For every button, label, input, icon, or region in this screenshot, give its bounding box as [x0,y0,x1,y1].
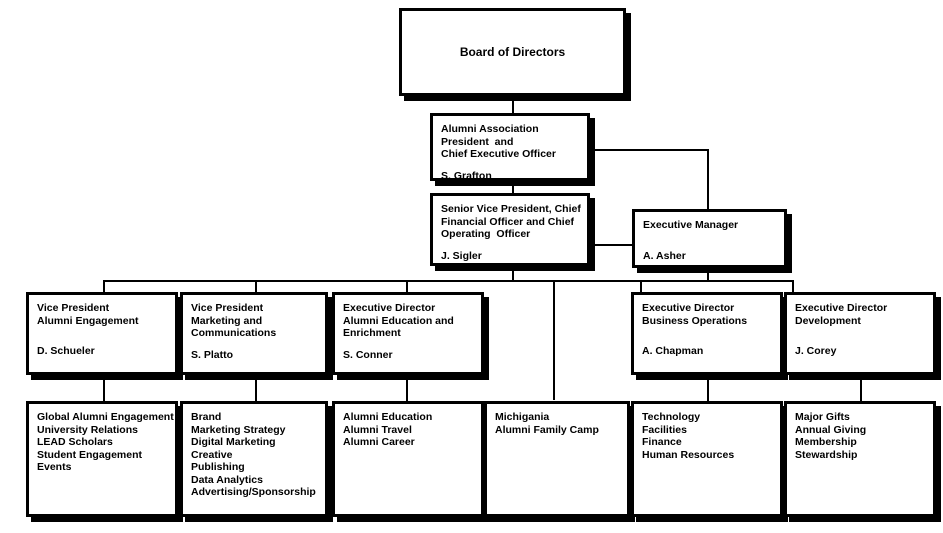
node-executive-manager[interactable] [632,209,787,268]
president-person: S. Grafton [441,169,492,181]
svp-role-line-2: Financial Officer and Chief [441,215,575,228]
ed-education-role-line-1: Executive Director [343,302,436,314]
list-item: Alumni Family Camp [495,423,599,436]
team-development[interactable] [784,401,936,517]
list-item: Major Gifts [795,411,850,423]
list-item: Stewardship [795,448,858,461]
vp-marketing-role-line-3: Communications [191,327,277,339]
connector-drop-team-alumni [103,375,105,401]
president-role-line-2: President and [441,135,514,148]
node-vp-marketing-communications[interactable] [180,292,328,375]
ed-education-role-line-2: Alumni Education and [343,314,454,327]
ed-business-role-line-2: Business Operations [642,314,748,327]
list-item: Michigania [495,411,550,423]
ed-development-role-line-2: Development [795,314,861,327]
node-board-of-directors[interactable] [399,8,626,96]
ed-development-role-line-1: Executive Director [795,302,888,314]
president-role-line-3: Chief Executive Officer [441,148,556,160]
team-alumni-engagement[interactable] [26,401,178,517]
vp-marketing-role-line-1: Vice President [191,302,264,314]
team-business-operations[interactable] [631,401,783,517]
connector-drop-team-business [707,375,709,401]
list-item: Digital Marketing [191,436,276,448]
connector-president-right [590,149,708,151]
team-alumni-education[interactable] [332,401,484,517]
list-item: Human Resources [642,448,735,461]
node-ed-development[interactable] [784,292,936,375]
list-item: University Relations [37,423,138,436]
list-item: Student Engagement [37,448,143,461]
connector-drop-ed-education [406,280,408,292]
node-president-ceo[interactable] [430,113,590,181]
svp-person: J. Sigler [441,249,482,262]
list-item: Creative [191,448,233,461]
connector-drop-ed-business [640,280,642,292]
ed-development-person: J. Corey [795,345,837,357]
ed-education-role-line-3: Enrichment [343,327,401,339]
list-item: Technology [642,411,701,423]
list-item: Alumni Travel [343,423,412,436]
exec-manager-role-line-1: Executive Manager [643,219,739,231]
list-item: Advertising/Sponsorship [191,486,316,498]
connector-drop-vp-marketing [255,280,257,292]
vp-marketing-person: S. Platto [191,348,234,361]
list-item: Facilities [642,423,687,436]
list-item: Membership [795,436,857,448]
list-item: Annual Giving [795,423,867,436]
list-item: Alumni Education [343,411,433,423]
president-role-line-1: Alumni Association [441,123,539,135]
svp-role-line-1: Senior Vice President, Chief [441,203,581,215]
node-ed-alumni-education[interactable] [332,292,484,375]
board-title: Board of Directors [459,44,566,59]
connector-drop-team-development [860,375,862,401]
connector-execmanager-down [707,268,709,280]
team-michigania[interactable] [484,401,630,517]
list-item: Finance [642,436,682,448]
svp-role-line-3: Operating Officer [441,228,531,240]
list-item: Brand [191,411,222,423]
ed-education-person: S. Conner [343,348,393,361]
connector-drop-team-education [406,375,408,401]
ed-business-person: A. Chapman [642,345,704,357]
vp-alumni-person: D. Schueler [37,345,95,357]
connector-svp-down [512,266,514,280]
connector-director-bus [103,280,793,282]
list-item: Publishing [191,461,245,473]
list-item: Events [37,461,72,473]
node-svp-cfo-coo[interactable] [430,193,590,266]
connector-drop-ed-development [792,280,794,292]
node-ed-business-operations[interactable] [631,292,783,375]
vp-alumni-role-line-2: Alumni Engagement [37,314,139,327]
list-item: Global Alumni Engagement [37,411,174,423]
connector-drop-team-marketing [255,375,257,401]
list-item: Data Analytics [191,473,263,486]
connector-drop-vp-alumni [103,280,105,292]
ed-business-role-line-1: Executive Director [642,302,735,314]
team-marketing-communications[interactable] [180,401,328,517]
list-item: Marketing Strategy [191,423,286,436]
list-item: Alumni Career [343,436,415,448]
node-vp-alumni-engagement[interactable] [26,292,178,375]
exec-manager-person: A. Asher [643,249,686,262]
list-item: LEAD Scholars [37,436,113,448]
connector-execmanager-vertical [707,149,709,209]
connector-michigania-spine [553,282,555,400]
vp-marketing-role-line-2: Marketing and [191,314,263,327]
connector-president-to-svp [512,180,514,193]
vp-alumni-role-line-1: Vice President [37,302,110,314]
